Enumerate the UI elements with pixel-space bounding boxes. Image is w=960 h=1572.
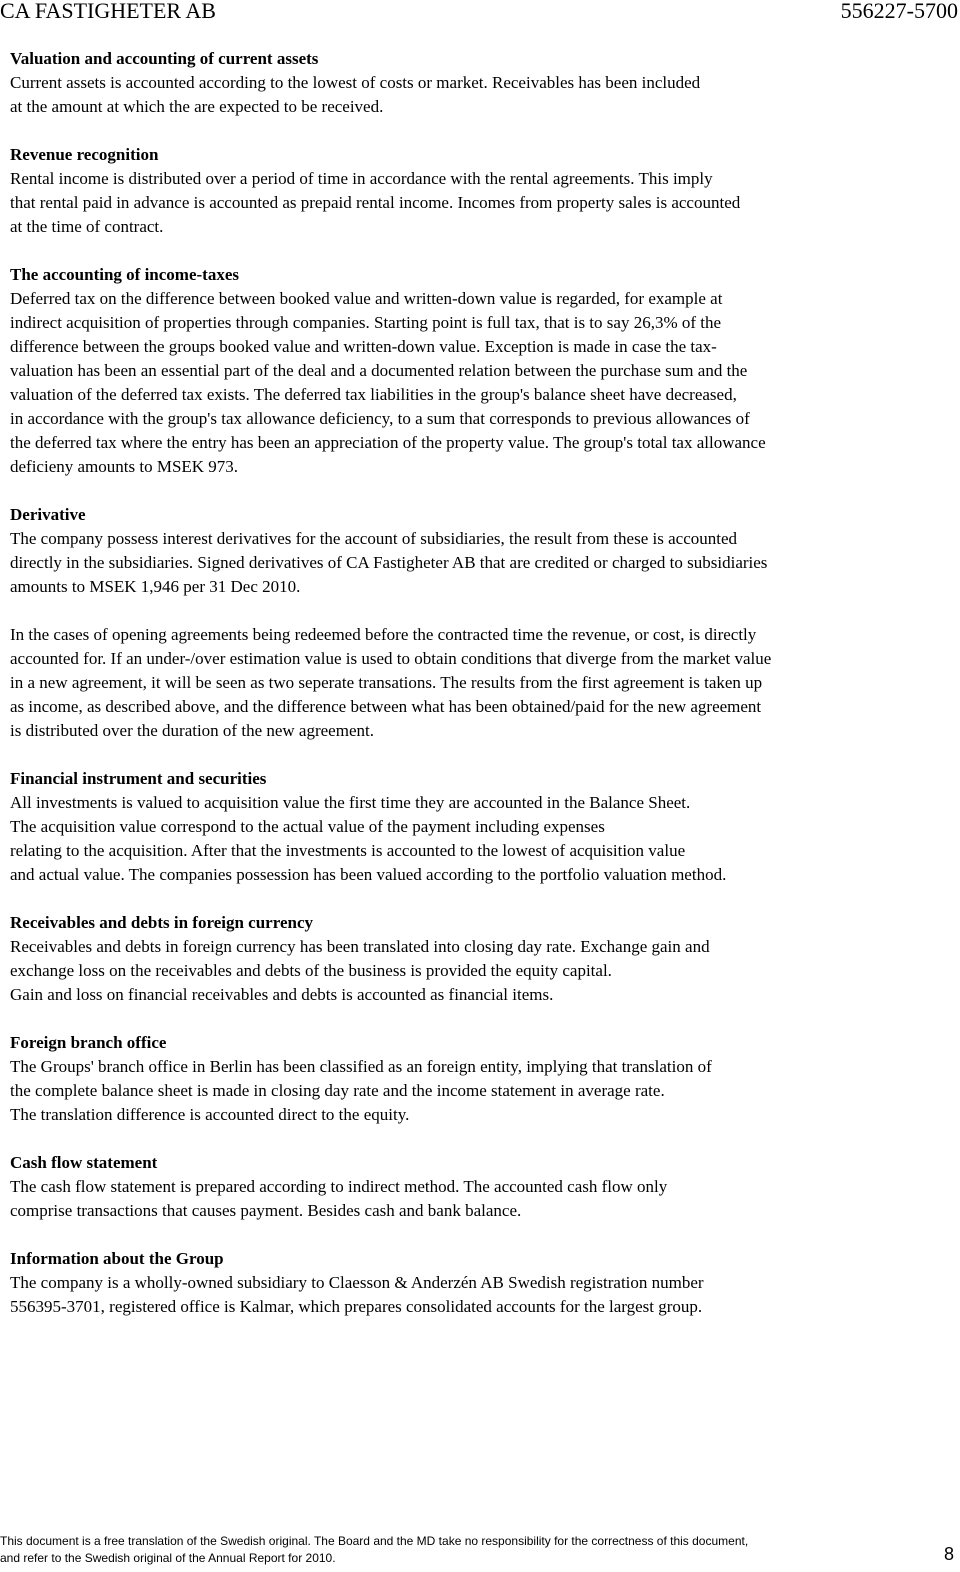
section-revenue-recognition — [10, 143, 910, 239]
paragraph-line: The company is a wholly-owned subsidiary to Claesson & Anderzén AB Swedish registration number — [10, 1273, 704, 1292]
paragraph-line: comprise transactions that causes payment. Besides cash and bank balance. — [10, 1201, 522, 1220]
paragraph-line: valuation has been an essential part of the deal and a documented relation between the purchase sum and the — [10, 361, 748, 380]
paragraph-line: indirect acquisition of properties through companies. Starting point is full tax, that is to say 26,3% of the — [10, 313, 722, 332]
paragraph-line: that rental paid in advance is accounted as prepaid rental income. Incomes from property sales is accounted — [10, 193, 741, 212]
paragraph-line: relating to the acquisition. After that the investments is accounted to the lowest of acquisition value — [10, 841, 686, 860]
paragraph-line: The translation difference is accounted direct to the equity. — [10, 1105, 410, 1124]
paragraph-line: amounts to MSEK 1,946 per 31 Dec 2010. — [10, 577, 301, 596]
document-body — [10, 47, 910, 1343]
paragraph-line: in a new agreement, it will be seen as two seperate transations. The results from the first agreement is taken up — [10, 673, 763, 692]
paragraph-line: In the cases of opening agreements being redeemed before the contracted time the revenue, or cost, is directly — [10, 625, 757, 644]
section-group-information — [10, 1247, 910, 1319]
section-opening-agreements — [10, 623, 910, 743]
section-financial-instruments — [10, 767, 910, 887]
paragraph-line: as income, as described above, and the difference between what has been obtained/paid for the new agreement — [10, 697, 762, 716]
organization-number: 556227-5700 — [840, 0, 958, 23]
section-heading: The accounting of income-taxes — [10, 265, 240, 284]
section-foreign-currency — [10, 911, 910, 1007]
paragraph-line: Rental income is distributed over a period of time in accordance with the rental agreements. This imply — [10, 169, 713, 188]
paragraph-line: Current assets is accounted according to the lowest of costs or market. Receivables has been included — [10, 73, 701, 92]
section-income-taxes — [10, 263, 910, 479]
page-footer — [0, 1533, 960, 1572]
paragraph-line: The cash flow statement is prepared according to indirect method. The accounted cash flow only — [10, 1177, 668, 1196]
paragraph-line: exchange loss on the receivables and debts of the business is provided the equity capital. — [10, 961, 612, 980]
paragraph-line: Gain and loss on financial receivables and debts is accounted as financial items. — [10, 985, 554, 1004]
section-heading: Cash flow statement — [10, 1153, 158, 1172]
paragraph-line: at the amount at which the are expected to be received. — [10, 97, 384, 116]
section-heading: Financial instrument and securities — [10, 769, 267, 788]
company-name: CA FASTIGHETER AB — [0, 0, 216, 23]
paragraph-line: Receivables and debts in foreign currency has been translated into closing day rate. Exchange gain and — [10, 937, 710, 956]
paragraph-line: difference between the groups booked value and written-down value. Exception is made in case the tax- — [10, 337, 717, 356]
section-current-assets — [10, 47, 910, 119]
paragraph-line: The acquisition value correspond to the actual value of the payment including expenses — [10, 817, 605, 836]
section-heading: Information about the Group — [10, 1249, 224, 1268]
page-number: 8 — [943, 1544, 954, 1564]
paragraph-line: All investments is valued to acquisition value the first time they are accounted in the Balance Sheet. — [10, 793, 691, 812]
paragraph-line: at the time of contract. — [10, 217, 164, 236]
section-heading: Receivables and debts in foreign currency — [10, 913, 313, 932]
paragraph-line: is distributed over the duration of the new agreement. — [10, 721, 374, 740]
section-heading: Foreign branch office — [10, 1033, 167, 1052]
paragraph-line: 556395-3701, registered office is Kalmar, which prepares consolidated accounts for the largest group. — [10, 1297, 703, 1316]
paragraph-line: the deferred tax where the entry has been an appreciation of the property value. The group's total tax allowance — [10, 433, 766, 452]
section-heading: Valuation and accounting of current assets — [10, 49, 319, 68]
paragraph-line: The Groups' branch office in Berlin has been classified as an foreign entity, implying that translation of — [10, 1057, 712, 1076]
page-header — [0, 0, 960, 28]
section-cash-flow — [10, 1151, 910, 1223]
paragraph-line: the complete balance sheet is made in closing day rate and the income statement in average rate. — [10, 1081, 665, 1100]
paragraph-line: Deferred tax on the difference between booked value and written-down value is regarded, for example at — [10, 289, 723, 308]
section-heading: Revenue recognition — [10, 145, 159, 164]
paragraph-line: The company possess interest derivatives for the account of subsidiaries, the result from these is accounted — [10, 529, 738, 548]
section-heading: Derivative — [10, 505, 86, 524]
paragraph-line: directly in the subsidiaries. Signed derivatives of CA Fastigheter AB that are credited or charged to subsidiaries — [10, 553, 768, 572]
section-foreign-branch — [10, 1031, 910, 1127]
paragraph-line: and actual value. The companies possession has been valued according to the portfolio valuation method. — [10, 865, 727, 884]
paragraph-line: in accordance with the group's tax allowance deficiency, to a sum that corresponds to previous allowances of — [10, 409, 750, 428]
paragraph-line: valuation of the deferred tax exists. The deferred tax liabilities in the group's balance sheet have decreased, — [10, 385, 737, 404]
paragraph-line: deficieny amounts to MSEK 973. — [10, 457, 239, 476]
footer-disclaimer-line: and refer to the Swedish original of the Annual Report for 2010. — [0, 1551, 336, 1565]
footer-disclaimer-line: This document is a free translation of the Swedish original. The Board and the MD take no responsibility for the correctness of this document, — [0, 1534, 749, 1548]
section-derivative — [10, 503, 910, 599]
paragraph-line: accounted for. If an under-/over estimation value is used to obtain conditions that diverge from the market value — [10, 649, 772, 668]
